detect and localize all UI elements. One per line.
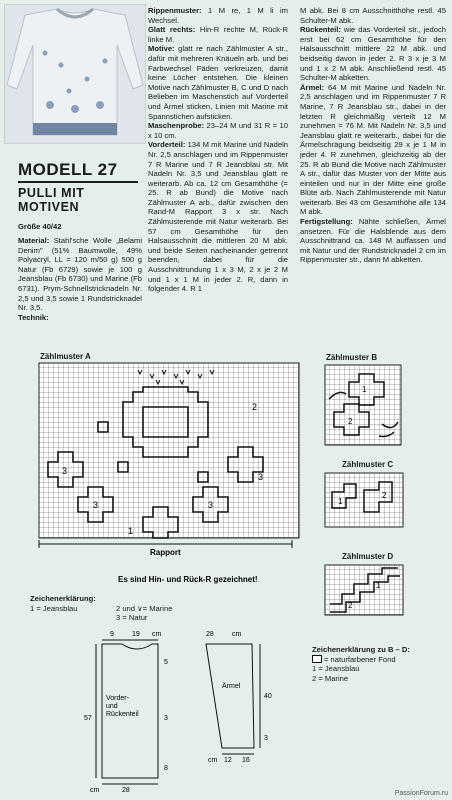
dim-57: 57 — [84, 715, 92, 722]
sweater-illustration — [5, 5, 145, 143]
body-label-3: Rückenteil — [106, 711, 139, 718]
legend-a-item-3: 3 = Natur — [116, 613, 148, 622]
dim-12: 12 — [224, 757, 232, 764]
legend-a-title: Zeichenerklärung: — [30, 594, 96, 603]
legend-a-item-1: 1 = Jeansblau — [30, 603, 78, 613]
motive-text: glatt re nach Zählmuster A str., dafür mit mehreren Knäueln arb. und bei Farbwechsel Fäden verkreuzen, damit keine Löcher entstehen. Die kleinen Motive nach Zählmuster B, C und D nach Belieben im Maschenstich auf Vorderteil und Ärmel sticken, Linien mit Marine mit Spannstichen aufsticken. — [148, 44, 288, 121]
chart-b-label: Zählmuster B — [326, 353, 378, 362]
glatt-paragraph — [148, 25, 288, 44]
chart-d — [324, 564, 404, 616]
dim-16: 16 — [242, 757, 250, 764]
sleeve-piece-outline — [206, 644, 254, 748]
chart-d-number-2: 2 — [348, 601, 353, 610]
instructions-column-2 — [148, 6, 288, 294]
chart-a-number-1: 1 — [128, 526, 134, 536]
legend-bd-item-1: 1 = Jeansblau — [312, 664, 360, 673]
chart-a-number-3c: 3 — [208, 500, 214, 510]
footer-watermark: PassionForum.ru — [394, 790, 448, 797]
vorderteil-text: 134 M mit Marine und Nadeln Nr. 2,5 anschlagen und im Rippenmuster 7 R Marine und 7 R Jeansblau str. Mit Nadeln Nr. 3,5 und Jeansblau glatt re weiterarb. Ab ca. 12 cm Gesamthöhe (= 25. R ab Bund) die Motive nach Zählmuster A arb., dafür zwischen den Rand-M Rapport 3 x str. Nach Zählmusterende mit Natur weiterarb. Bei 57 cm Gesamthöhe für den Halsausschnitt die mittleren 20 M abk. und beide Seiten nacheinander getrennt beenden, dabei für die Ausschnittrundung 1 x 3 M, 2 x je 2 M und 1 x 1 M in jeder 2. R, dann in folgender 4. R 1 — [148, 140, 288, 294]
chart-a-number-2: 2 — [252, 402, 258, 412]
chart-a — [38, 362, 300, 590]
maschenprobe-paragraph — [148, 121, 288, 140]
chart-c — [324, 472, 404, 528]
aermel-paragraph — [300, 83, 446, 217]
fertigstellung-paragraph — [300, 217, 446, 265]
body-label-2: und — [106, 703, 118, 710]
chart-d-number-1: 1 — [376, 581, 381, 590]
legend-a-item-2: 2 und ∨= Marine — [116, 603, 173, 613]
motive-paragraph — [148, 44, 288, 121]
sweater-photo — [4, 4, 146, 144]
dim-cm-sleeve-top: cm — [232, 631, 242, 638]
rueckenteil-label: Rückenteil: — [300, 25, 341, 35]
aermel-label: Ärmel: — [300, 82, 325, 92]
motive-label: Motive: — [148, 44, 175, 54]
chart-b-number-1: 1 — [362, 385, 367, 394]
subtitle-line-1: PULLI MIT — [18, 186, 85, 200]
chart-note: Es sind Hin- und Rück-R gezeichnet! — [118, 575, 258, 584]
dim-cm-top: cm — [152, 631, 162, 638]
legend-bd — [312, 645, 448, 683]
size-info: Größe 40/42 — [18, 222, 62, 231]
aermel-text: 64 M mit Marine und Nadeln Nr. 2,5 anschlagen und im Rippenmuster 7 R Marine, 7 R Jeansblau str., dabei in der letzten R gleichmäßig verteilt 12 M zunehmen = 76 M. Mit Nadeln Nr. 3,5 und Jeansblau glatt re weiterarb., dabei für die Ärmelschrägung beidseitig 29 x je 1 M in jeder 4. R zunehmen, gleichzeitig ab der 25. R ab Bund die Motive nach Zählmuster A str., dafür das Muster von der Mitte aus einteilen und nur in der Mitte eine große Blüte arb. Nach Zählmusterende mit Natur weiterarb. Bei 43 cm Gesamthöhe alle 134 M abk. — [300, 82, 446, 217]
rippenmuster-label: Rippenmuster: — [148, 6, 202, 15]
fertigstellung-text: Nähte schließen, Ärmel ansetzen. Für die Halsblende aus dem Ausschnittrand ca. 148 M auffassen und mit Natur und der Rundstricknadel 2 cm im Rippenmuster str., dann M abketten. — [300, 217, 446, 265]
material-text: Stahl'sche Wolle „Belami Denim" (51% Baumwolle, 49% Polyacryl, LL = 120 m/50 g) 500 g Natur (Fb 6729) sowie je 100 g Jeansblau (Fb 6730) und Marine (Fb 6731). Prym-Schnellstricknadeln Nr. 2,5 und 3,5 sowie 1 Rundstricknadel Nr. 3,5. — [18, 236, 142, 313]
dim-9: 9 — [110, 631, 114, 638]
chart-a-label: Zählmuster A — [40, 352, 91, 361]
vorderteil-paragraph — [148, 140, 288, 294]
dim-28-body: 28 — [122, 787, 130, 794]
legend-bd-item-0: = naturfarbener Fond — [324, 654, 396, 664]
model-title: MODELL 27 — [18, 160, 118, 179]
chart-a-number-3a: 3 — [62, 466, 68, 476]
vorderteil-label: Vorderteil: — [148, 140, 186, 150]
legend-bd-title: Zeichenerklärung zu B – D: — [312, 645, 410, 654]
dim-cm-sleeve: cm — [208, 757, 218, 764]
fond-swatch-icon — [312, 655, 322, 663]
glatt-text: Hin-R rechte M, Rück-R linke M. — [148, 25, 288, 44]
chart-c-number-2: 2 — [382, 491, 387, 500]
dim-19: 19 — [132, 631, 140, 638]
title-rule — [18, 181, 138, 183]
model-subtitle — [18, 186, 85, 214]
sleeve-label: Ärmel — [222, 683, 241, 690]
chart-a-number-3b: 3 — [93, 500, 99, 510]
fertigstellung-label: Fertigstellung: — [300, 217, 353, 227]
dim-3: 3 — [164, 715, 168, 722]
rueckenteil-paragraph — [300, 25, 446, 83]
subtitle-line-2: MOTIVEN — [18, 200, 80, 214]
rippenmuster-text: 1 M re, 1 M li im Wechsel. — [148, 6, 288, 25]
legend-bd-item-2: 2 = Marine — [312, 673, 349, 683]
maschenprobe-text: 23–24 M und 31 R = 10 x 10 cm. — [148, 121, 288, 140]
dim-cm-bottom: cm — [90, 787, 100, 794]
dim-5: 5 — [164, 659, 168, 666]
shoulder-paragraph — [300, 6, 446, 25]
chart-b — [324, 364, 402, 446]
material-paragraph — [18, 236, 142, 322]
size-schematic — [82, 628, 302, 794]
maschenprobe-label: Maschenprobe: — [148, 121, 205, 131]
rapport-label: Rapport — [150, 548, 181, 557]
legend-a — [30, 594, 290, 623]
body-label-1: Vorder- — [106, 695, 129, 702]
instructions-column-3 — [300, 6, 446, 265]
dim-8: 8 — [164, 765, 168, 772]
dim-3-sleeve: 3 — [264, 735, 268, 742]
dim-40: 40 — [264, 693, 272, 700]
technik-label: Technik: — [18, 312, 49, 322]
dim-28-sleeve: 28 — [206, 631, 214, 638]
chart-c-label: Zählmuster C — [342, 460, 394, 469]
glatt-label: Glatt rechts: — [148, 25, 196, 35]
material-label: Material: — [18, 236, 50, 245]
shoulder-text: M abk. Bei 8 cm Ausschnitthöhe restl. 45 Schulter-M abk. — [300, 6, 446, 25]
chart-b-number-2: 2 — [348, 417, 353, 426]
rueckenteil-text: wie das Vorderteil str., jedoch erst bei 62 cm Gesamthöhe für den Halsausschnitt mittlere 22 M abk. und beidseitig davon in jeder 2. R 3 x je 3 M und 1 x 2 M abk. Anschließend restl. 45 Schulter-M abketten. — [300, 25, 446, 83]
chart-a-number-3d: 3 — [258, 472, 264, 482]
chart-c-number-1: 1 — [338, 497, 343, 506]
chart-d-label: Zählmuster D — [342, 552, 394, 561]
rippenmuster-paragraph — [148, 6, 288, 25]
